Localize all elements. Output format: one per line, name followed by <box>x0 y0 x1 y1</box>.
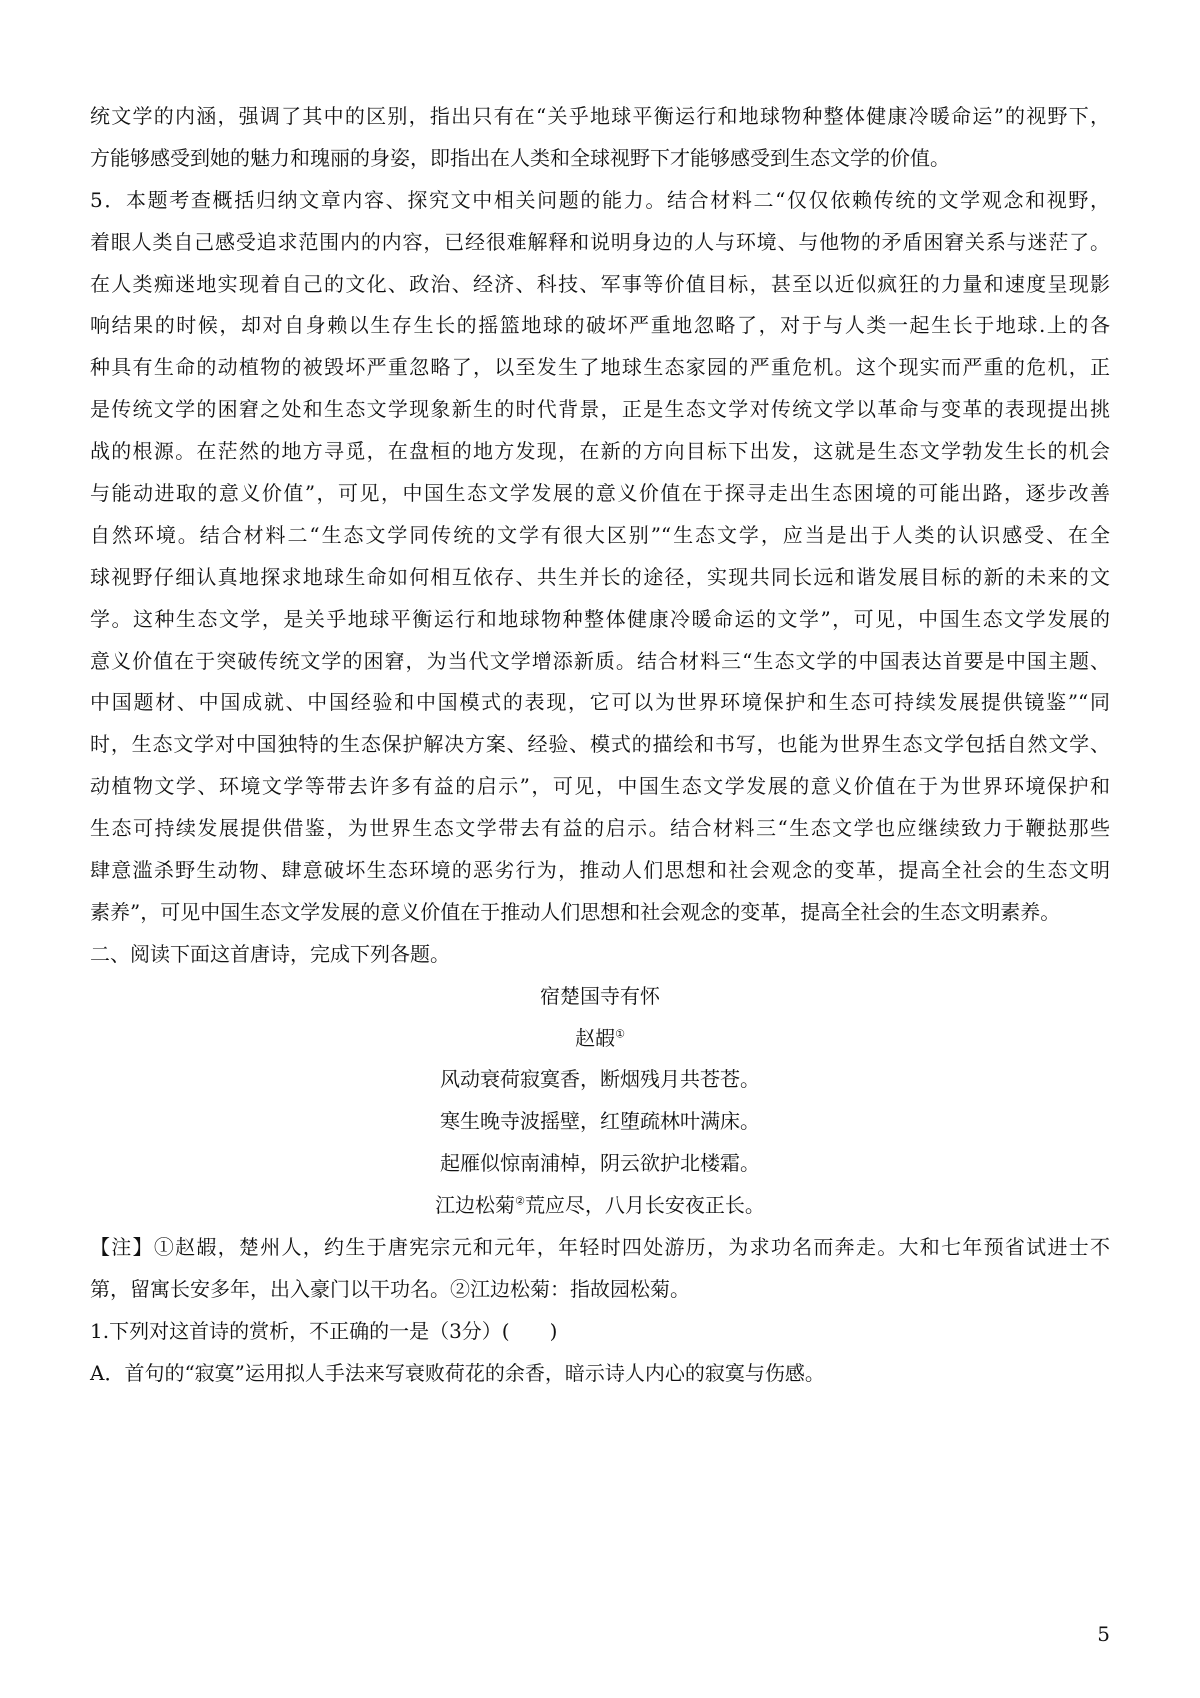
poem-line-4-end: 荒应尽，八月长安夜正长。 <box>524 1193 765 1218</box>
answer-5-line: 着眼人类自己感受追求范围内的内容，已经很难解释和说明身边的人与环境、与他物的矛盾困窘关系与迷茫了。 <box>90 229 1110 254</box>
answer-5-line: 素养”，可见中国生态文学发展的意义价值在于推动人们思想和社会观念的变革，提高全社会的生态文明素养。 <box>90 899 1061 924</box>
author-footnote-mark: ① <box>615 1026 625 1040</box>
answer-5-line: 种具有生命的动植物的被毁坏严重忽略了，以至发生了地球生态家园的严重危机。这个现实而严重的危机，正 <box>90 355 1110 380</box>
answer-5-line: 时，生态文学对中国独特的生态保护解决方案、经验、模式的描绘和书写，也能为世界生态文学包括自然文学、 <box>90 732 1110 757</box>
section-2-heading: 二、阅读下面这首唐诗，完成下列各题。 <box>90 941 450 966</box>
poem-line <box>90 1185 1110 1227</box>
line-footnote-mark: ② <box>515 1194 525 1208</box>
poem-line-4-start: 江边松菊 <box>435 1193 516 1218</box>
poem-note-line: 【注】①赵嘏，楚州人，约生于唐宪宗元和元年，年轻时四处游历，为求功名而奔走。大和七年预省试进士不 <box>90 1235 1110 1260</box>
answer-5-line: 自然环境。结合材料二“生态文学同传统的文学有很大区别”“生态文学，应当是出于人类的认识感受、在全 <box>90 522 1110 547</box>
answer-5-line: 战的根源。在茫然的地方寻觅，在盘桓的地方发现，在新的方向目标下出发，这就是生态文学勃发生长的机会 <box>90 439 1110 464</box>
answer-5-line: 与能动进取的意义价值”，可见，中国生态文学发展的意义价值在于探寻走出生态困境的可能出路，逐步改善 <box>90 481 1110 506</box>
poem-line: 寒生晚寺波摇壁，红堕疏林叶满床。 <box>440 1109 760 1134</box>
answer-5-line: 5．本题考查概括归纳文章内容、探究文中相关问题的能力。结合材料二“仅仅依赖传统的文学观念和视野， <box>90 187 1110 212</box>
poem-line: 起雁似惊南浦棹，阴云欲护北楼霜。 <box>440 1151 760 1176</box>
question-1: 1.下列对这首诗的赏析，不正确的一是（3分）( ) <box>90 1318 558 1343</box>
answer-5-line: 响结果的时候，却对自身赖以生存生长的摇篮地球的破坏严重地忽略了，对于与人类一起生长于地球.上的各 <box>90 313 1110 338</box>
poem-line: 风动衰荷寂寞香，断烟残月共苍苍。 <box>440 1067 760 1092</box>
body-text-line: 统文学的内涵，强调了其中的区别，指出只有在“关乎地球平衡运行和地球物种整体健康冷暖命运”的视野下， <box>90 104 1110 128</box>
answer-5-line: 肆意滥杀野生动物、肆意破坏生态环境的恶劣行为，推动人们思想和社会观念的变革，提高全社会的生态文明 <box>90 858 1110 883</box>
poem-author-name: 赵嘏 <box>575 1025 616 1050</box>
answer-5-line: 球视野仔细认真地探求地球生命如何相互依存、共生并长的途径，实现共同长远和谐发展目标的新的未来的文 <box>90 564 1110 589</box>
poem-title: 宿楚国寺有怀 <box>540 983 660 1008</box>
answer-5-line: 生态可持续发展提供借鉴，为世界生态文学带去有益的启示。结合材料三“生态文学也应继续致力于鞭挞那些 <box>90 816 1110 841</box>
answer-5-line: 在人类痴迷地实现着自己的文化、政治、经济、科技、军事等价值目标，甚至以近似疯狂的力量和速度呈现影 <box>90 271 1110 296</box>
poem-note-line: 第，留寓长安多年，出入豪门以干功名。②江边松菊：指故园松菊。 <box>90 1276 690 1301</box>
body-text-line: 方能够感受到她的魅力和瑰丽的身姿，即指出在人类和全球视野下才能够感受到生态文学的价值。 <box>90 145 950 170</box>
answer-5-line: 中国题材、中国成就、中国经验和中国模式的表现，它可以为世界环境保护和生态可持续发展提供镜鉴”“同 <box>90 690 1110 715</box>
answer-5-line: 是传统文学的困窘之处和生态文学现象新生的时代背景，正是生态文学对传统文学以革命与变革的表现提出挑 <box>90 397 1110 422</box>
page-content <box>90 96 1110 1395</box>
answer-5-line: 意义价值在于突破传统文学的困窘，为当代文学增添新质。结合材料三“生态文学的中国表达首要是中国主题、 <box>90 648 1110 673</box>
question-1-option-a: A．首句的“寂寞”运用拟人手法来写衰败荷花的余香，暗示诗人内心的寂寞与伤感。 <box>90 1360 825 1385</box>
answer-5-line: 动植物文学、环境文学等带去许多有益的启示”，可见，中国生态文学发展的意义价值在于为世界环境保护和 <box>90 774 1110 799</box>
page-number: 5 <box>1097 1622 1110 1646</box>
answer-5-line: 学。这种生态文学，是关乎地球平衡运行和地球物种整体健康冷暖命运的文学”，可见，中国生态文学发展的 <box>90 606 1110 631</box>
poem-author <box>90 1018 1110 1060</box>
